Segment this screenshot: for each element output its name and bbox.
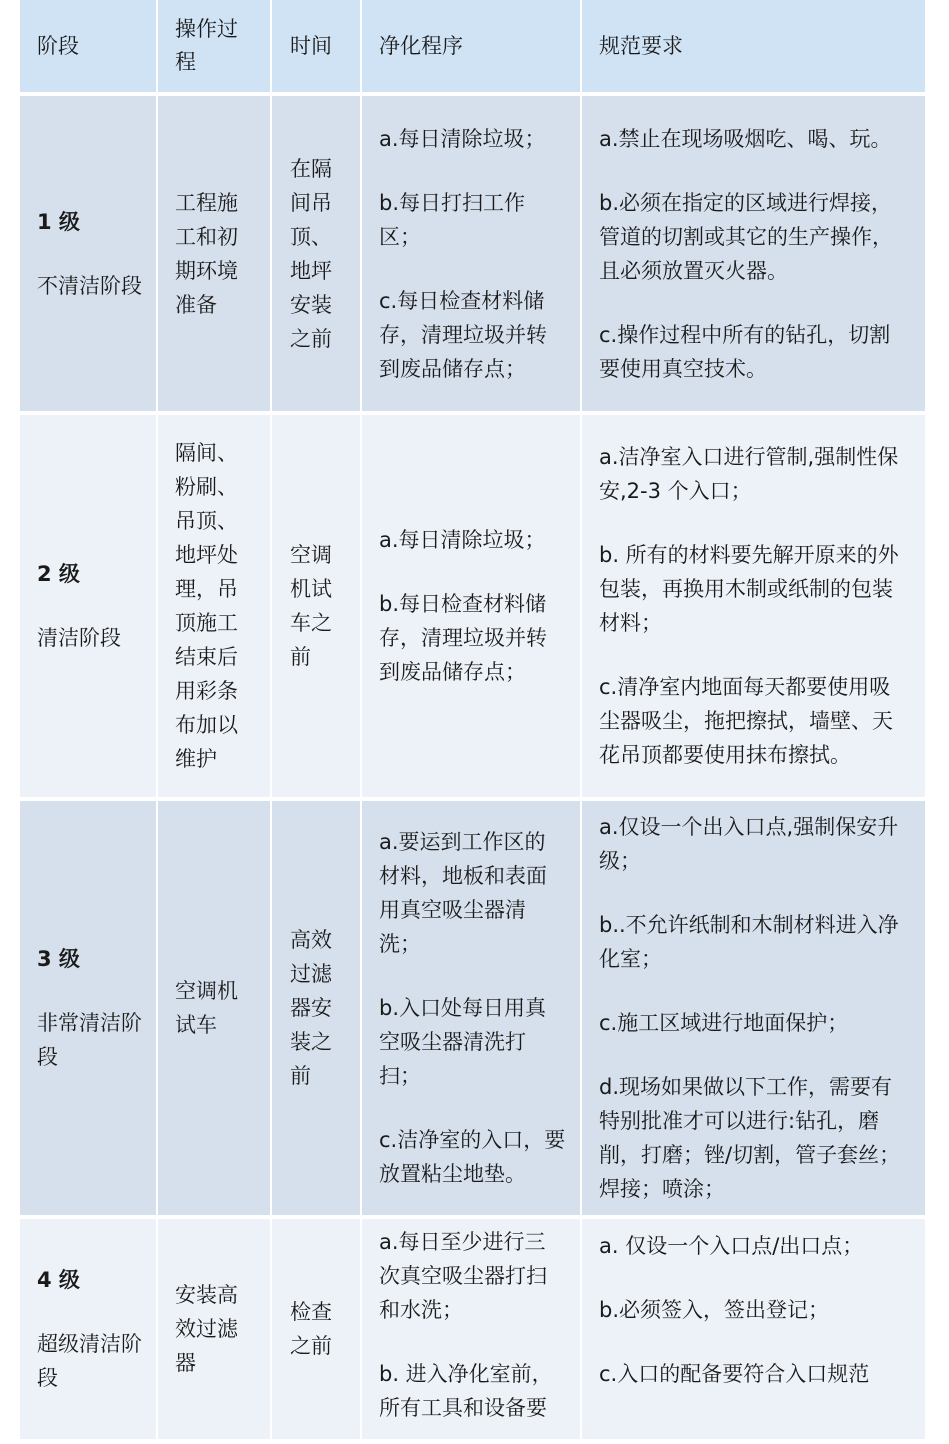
requirement-item: c.操作过程中所有的钻孔，切割要使用真空技术。 <box>599 322 891 381</box>
stage-cell <box>20 1219 156 1439</box>
procedure-item: b.每日检查材料储存，清理垃圾并转到废品储存点； <box>379 592 547 684</box>
requirement-item: d.现场如果做以下工作，需要有特别批准才可以进行:钻孔，磨削，打磨；锉/切割，管子套丝；焊接；喷涂； <box>599 1075 901 1201</box>
procedure-cell <box>360 96 580 411</box>
stage-name: 不清洁阶段 <box>37 273 142 298</box>
procedure-item: c.洁净室的入口，要放置粘尘地垫。 <box>379 1128 566 1186</box>
requirement-item: b. 所有的材料要先解开原来的外包装，再换用木制或纸制的包装材料； <box>599 543 899 635</box>
stage-cell <box>20 415 156 797</box>
table-row <box>20 801 925 1215</box>
header-procedure: 净化程序 <box>360 0 580 92</box>
table-header-row <box>20 0 925 92</box>
requirement-item: b..不允许纸制和木制材料进入净化室； <box>599 913 899 971</box>
time-cell: 检查之前 <box>270 1219 360 1439</box>
header-process: 操作过程 <box>156 0 270 92</box>
requirement-item: c.施工区域进行地面保护； <box>599 1011 849 1035</box>
header-stage: 阶段 <box>37 33 79 58</box>
table-row <box>20 415 925 797</box>
requirements-cell <box>580 801 925 1215</box>
header-requirements: 规范要求 <box>580 0 925 92</box>
requirement-item: c.入口的配备要符合入口规范 <box>599 1362 870 1386</box>
process-cell: 隔间、粉刷、吊顶、地坪处理，吊顶施工结束后用彩条布加以维护 <box>156 415 270 797</box>
procedure-item: a.要运到工作区的材料，地板和表面用真空吸尘器清洗； <box>379 830 547 956</box>
requirement-item: a.洁净室入口进行管制,强制性保安,2-3 个入口； <box>599 445 899 503</box>
header-time: 时间 <box>270 0 360 92</box>
procedure-cell <box>360 801 580 1215</box>
stage-cell <box>20 801 156 1215</box>
stage-level: 1 级 <box>37 209 80 234</box>
process-cell: 空调机试车 <box>156 801 270 1215</box>
stage-level: 4 级 <box>37 1268 80 1292</box>
table-row <box>20 96 925 411</box>
time-cell: 空调机试车之前 <box>270 415 360 797</box>
requirement-item: a. 仅设一个入口点/出口点； <box>599 1234 864 1258</box>
procedure-item: a.每日清除垃圾； <box>379 528 546 552</box>
stage-level: 3 级 <box>37 947 80 971</box>
process-cell: 工程施工和初期环境准备 <box>156 96 270 411</box>
cleanroom-stage-table <box>20 0 925 1439</box>
procedure-item: a.每日至少进行三次真空吸尘器打扫和水洗； <box>379 1230 547 1322</box>
requirement-item: a.禁止在现场吸烟吃、喝、玩。 <box>599 126 892 151</box>
stage-name: 超级清洁阶段 <box>37 1332 142 1390</box>
procedure-item: b.入口处每日用真空吸尘器清洗打扫； <box>379 996 547 1088</box>
stage-cell <box>20 96 156 411</box>
procedure-item: a.每日清除垃圾； <box>379 126 546 151</box>
time-cell: 在隔间吊顶、地坪安装之前 <box>270 96 360 411</box>
procedure-item: b.每日打扫工作区； <box>379 190 526 249</box>
requirements-cell <box>580 96 925 411</box>
requirement-item: b.必须在指定的区域进行焊接，管道的切割或其它的生产操作，且必须放置灭火器。 <box>599 190 893 283</box>
procedure-cell <box>360 1219 580 1439</box>
requirement-item: c.清净室内地面每天都要使用吸尘器吸尘，拖把擦拭，墙壁、天花吊顶都要使用抹布擦拭。 <box>599 675 893 767</box>
stage-name: 非常清洁阶段 <box>37 1011 142 1069</box>
requirement-item: a.仅设一个出入口点,强制保安升级； <box>599 815 899 873</box>
procedure-cell <box>360 415 580 797</box>
stage-name: 清洁阶段 <box>37 626 121 650</box>
stage-level: 2 级 <box>37 562 80 586</box>
time-cell: 高效过滤器安装之前 <box>270 801 360 1215</box>
process-cell: 安装高效过滤器 <box>156 1219 270 1439</box>
procedure-item: b. 进入净化室前，所有工具和设备要 <box>379 1362 553 1420</box>
procedure-item: c.每日检查材料储存，清理垃圾并转到废品储存点； <box>379 288 547 381</box>
table-row <box>20 1219 925 1439</box>
requirements-cell <box>580 415 925 797</box>
requirements-cell <box>580 1219 925 1439</box>
requirement-item: b.必须签入，签出登记； <box>599 1298 830 1322</box>
